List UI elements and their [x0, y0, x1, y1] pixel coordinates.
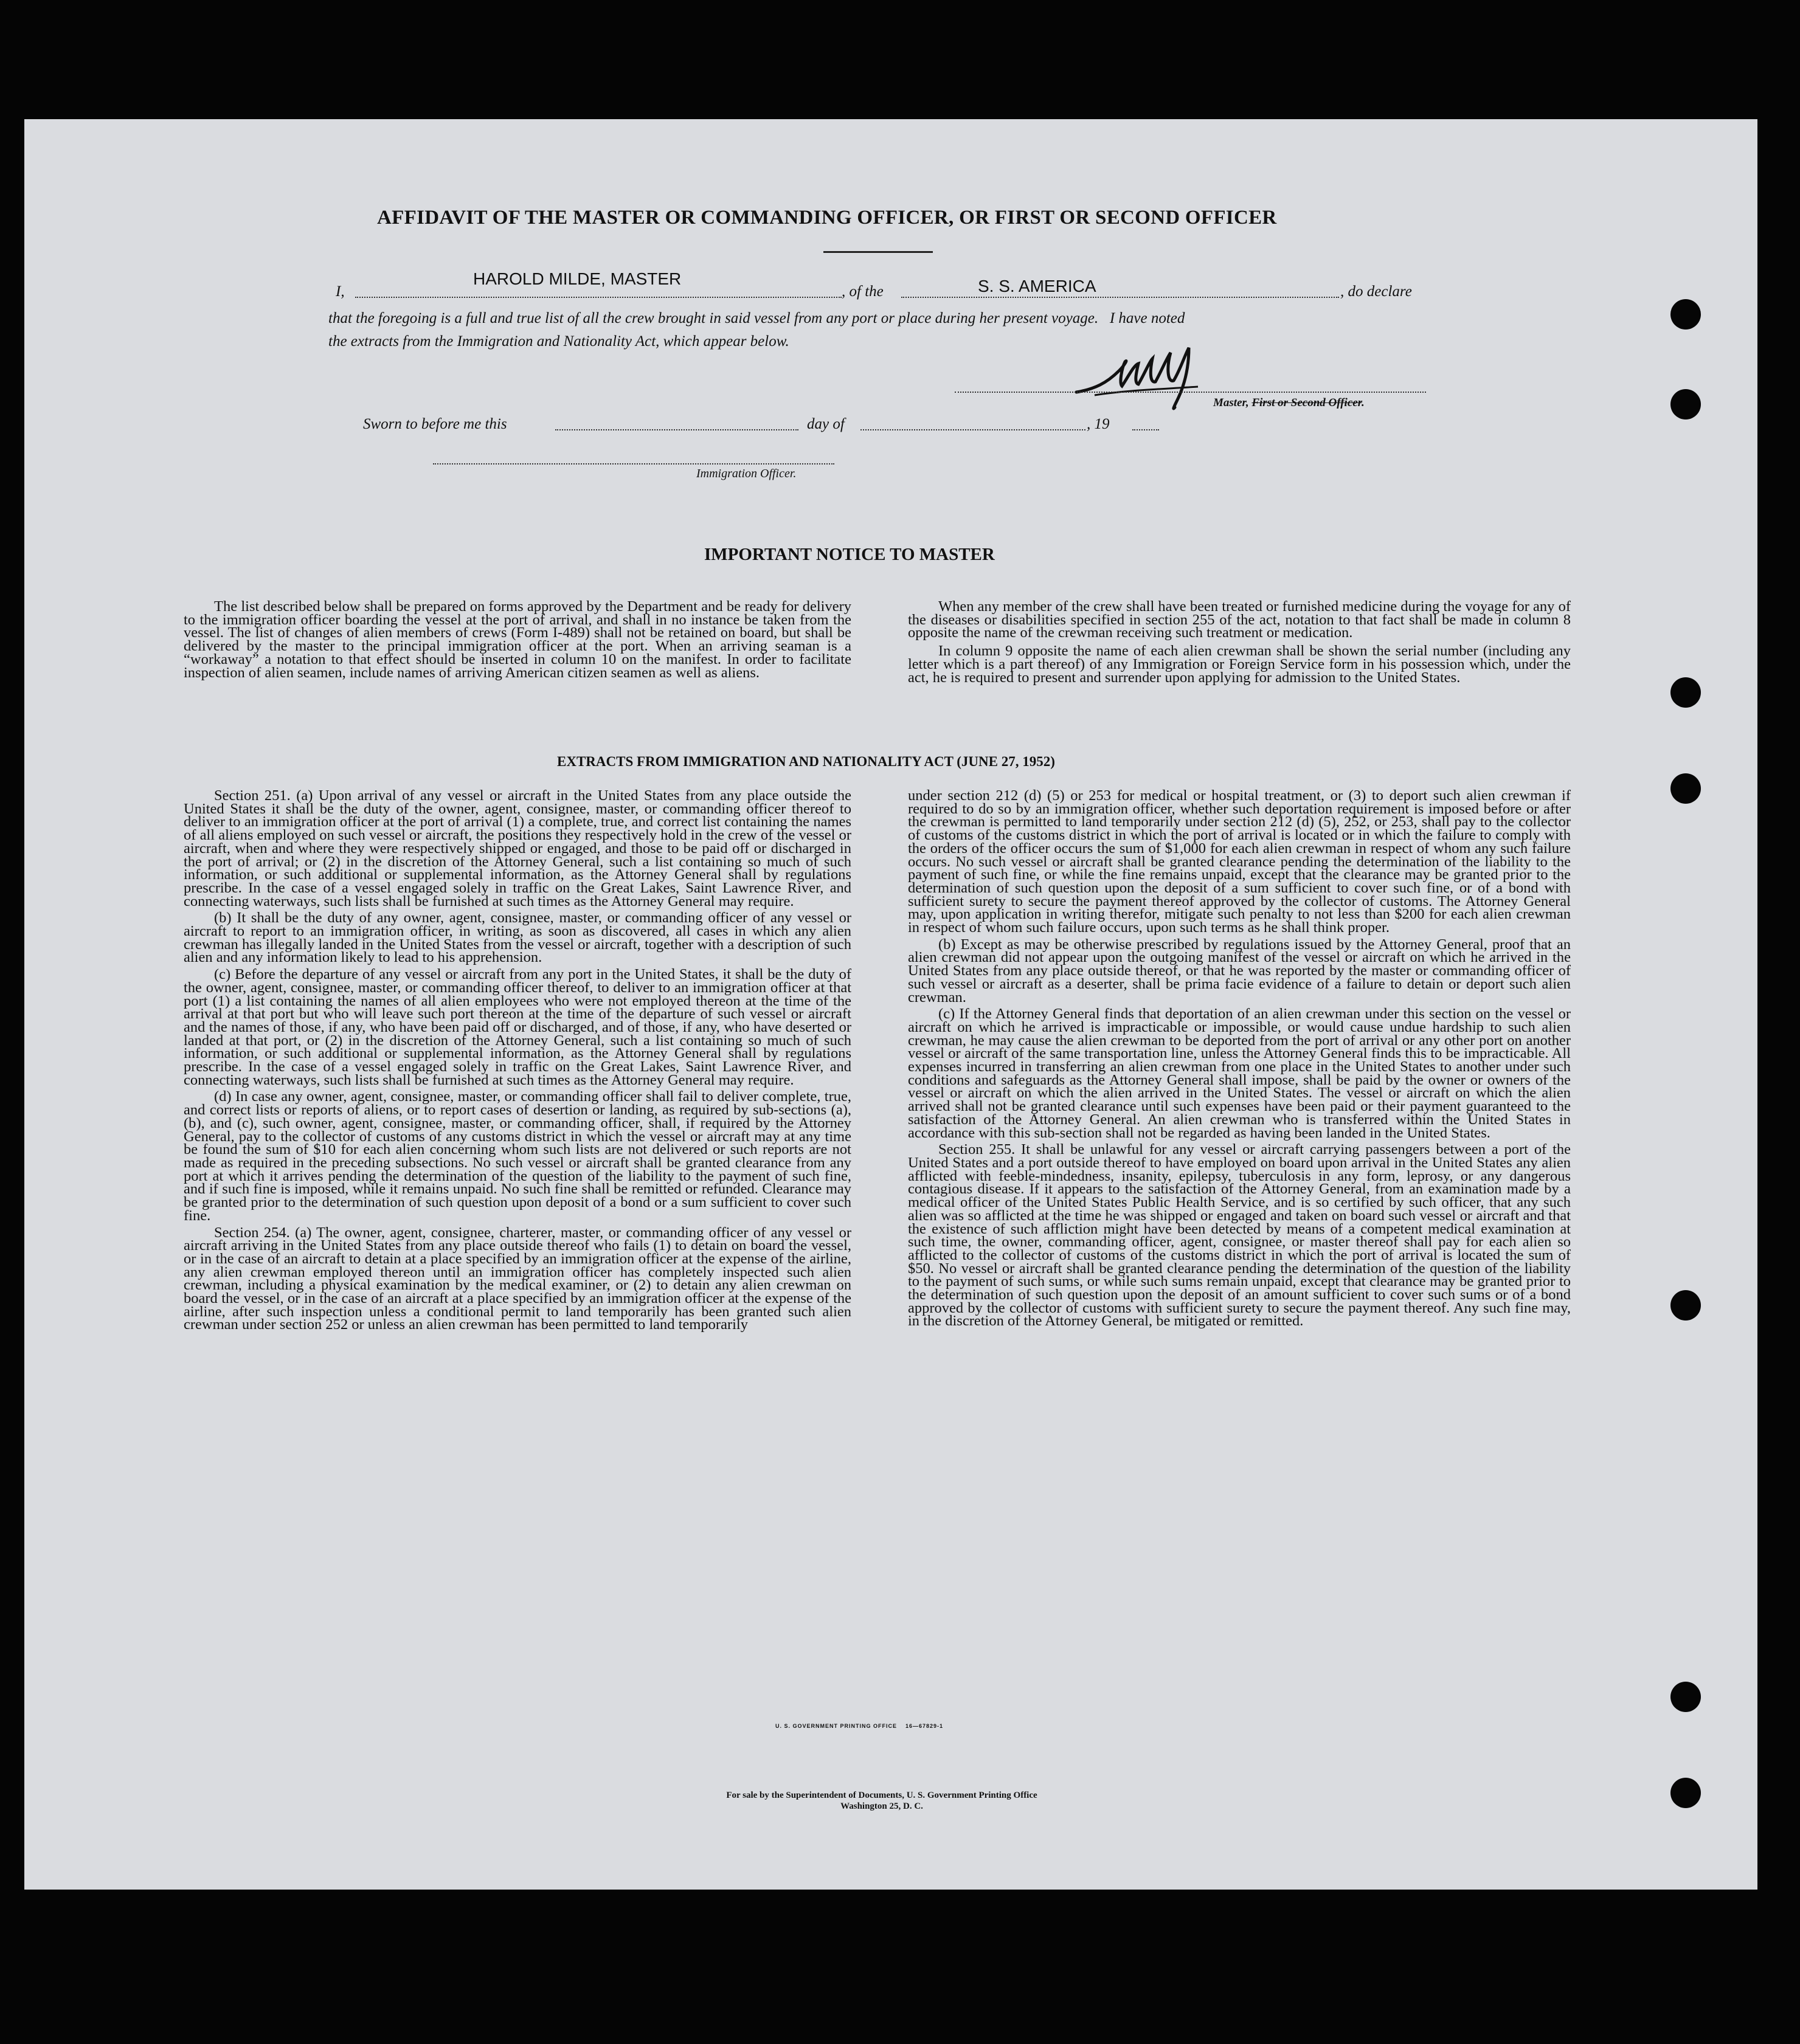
punch-hole [1670, 299, 1701, 330]
year-label: , 19 [1087, 416, 1110, 432]
i-label: I, [336, 283, 345, 300]
caption-end: . [1362, 396, 1365, 409]
title-rule [823, 251, 933, 253]
statement-line-1: that the foregoing is a full and true list of all the crew brought in said vessel from any port or place during her present voyage. I have noted [328, 310, 1185, 326]
affidavit-title: AFFIDAVIT OF THE MASTER OR COMMANDING OFFICER, OR FIRST OR SECOND OFFICER [377, 207, 1277, 229]
punch-hole [1670, 1778, 1701, 1808]
section-254-a: Section 254. (a) The owner, agent, consignee, charterer, master, or commanding officer of any vessel or aircraft arriving in the United States from any place outside thereof who fails (1) to detain on board the vessel, or in the case of an aircraft to detain at a place specified by an immigration officer at the expense of the airline, any alien crewman employed thereon until an immigration officer has completely inspected such alien crewman, including a physical examination by the medical examiner, or (2) to detain any alien crewman on board the vessel, or in the case of an aircraft at a place specified by an immigration officer at the expense of the airline, after such inspection unless a conditional permit to land temporarily has been granted such alien crewman under section 252 or unless an alien crewman has been permitted to land temporarily [184, 1224, 851, 1333]
notice-left-column [184, 600, 851, 679]
punch-hole [1670, 1682, 1701, 1712]
sale-notice [584, 1790, 1180, 1812]
extracts-title: EXTRACTS FROM IMMIGRATION AND NATIONALITY ACT (JUNE 27, 1952) [557, 754, 1055, 769]
sale-line-1: For sale by the Superintendent of Documents, U. S. Government Printing Office [726, 1790, 1037, 1800]
section-251-b: (b) It shall be the duty of any owner, agent, consignee, master, or commanding officer of any vessel or aircraft to report to an immigration officer, in writing, as soon as discovered, all cases in which any alien crewman has illegally landed in the United States from the vessel or aircraft, together with a description of such alien and any information likely to lead to his apprehension. [184, 910, 851, 966]
vessel-field-line[interactable] [901, 297, 1339, 298]
section-255: Section 255. It shall be unlawful for any vessel or aircraft carrying passengers between a port of the United States and a port outside thereof to have employed on board upon arrival in the United States any alien afflicted with feeble-mindedness, insanity, epilepsy, tuberculosis in any form, leprosy, or any dangerous contagious disease. If it appears to the satisfaction of the Attorney General, from an examination made by a medical officer of the United States Public Health Service, and is so certified by such officer, that any such alien was so afflicted at the time he was shipped or engaged and taken on board such vessel or aircraft and that the existence of such affliction might have been detected by means of a competent medical examination at such time, the owner, commanding officer, agent, consignee, or master thereof shall pay for each alien so afflicted to the collector of customs of the customs district in which the port of arrival is located the sum of $50. No vessel or aircraft shall be granted clearance pending the determination of the question of the liability to the payment of such sums, or while such sums remain unpaid, except that clearance may be granted prior to the determination of such question upon the deposit of an amount sufficient to cover such sums or of a bond approved by the collector of customs with sufficient surety to secure the payment thereof. Any such fine may, in the discretion of the Attorney General, be mitigated or remitted. [908, 1141, 1571, 1330]
caption-struck-officer: First or Second Officer [1251, 396, 1362, 409]
statement-line-2: the extracts from the Immigration and Nationality Act, which appear below. [328, 333, 789, 350]
of-the-label: , of the [842, 283, 884, 300]
notice-title: IMPORTANT NOTICE TO MASTER [704, 545, 995, 564]
immigration-officer-line[interactable] [433, 463, 834, 464]
punch-hole [1670, 1290, 1701, 1321]
extracts-right-column [908, 789, 1571, 1328]
sale-line-2: Washington 25, D. C. [840, 1801, 923, 1811]
signature-caption [1213, 396, 1365, 410]
sworn-year-line[interactable] [1132, 429, 1159, 430]
day-of-label: day of [807, 416, 845, 432]
notice-right-column [908, 600, 1571, 684]
vessel-name-value: S. S. AMERICA [978, 277, 1096, 295]
master-name-value: HAROLD MILDE, MASTER [473, 269, 682, 288]
punch-hole [1670, 677, 1701, 708]
sworn-day-line[interactable] [555, 429, 798, 430]
caption-master: Master, [1213, 396, 1249, 409]
section-254-b: (b) Except as may be otherwise prescribed by regulations issued by the Attorney General, proof that an alien crewman did not appear upon the outgoing manifest of the vessel or aircraft on which he arrived in the United States from any place outside thereof, or that he was reported by the master or commanding officer of such vessel or aircraft as a deserter, shall be prima facie evidence of a failure to detain or deport such alien crewman. [908, 936, 1571, 1006]
notice-right-paragraph-1: When any member of the crew shall have been treated or furnished medicine during the voyage for any of the diseases or disabilities specified in section 255 of the act, notation to that fact shall be made in column 8 opposite the name of the crewman receiving such treatment or medication. [908, 598, 1571, 641]
section-251-c: (c) Before the departure of any vessel or aircraft from any port in the United States, it shall be the duty of the owner, agent, consignee, master, or commanding officer thereof, to deliver to an immigration officer at that port (1) a list containing the names of all alien employees who were not employed thereon at the time of the arrival at that port but who will leave such port thereon at the time of the departure of such vessel or aircraft and the names of those, if any, who have been paid off or discharged, and of those, if any, who have deserted or landed at that port, or (2) in the discretion of the Attorney General, such a list containing so much of such information, or such additional or supplemental information, as the Attorney General shall by regulations prescribe. In the case of a vessel engaged solely in traffic on the Great Lakes, Saint Lawrence River, and connecting waterways, such lists shall be furnished at such times as the Attorney General may require. [184, 966, 851, 1088]
extracts-left-column [184, 789, 851, 1331]
do-declare-label: , do declare [1340, 283, 1412, 300]
sworn-month-line[interactable] [860, 429, 1085, 430]
notice-right-paragraph-2: In column 9 opposite the name of each alien crewman shall be shown the serial number (including any letter which is a part thereof) of any Immigration or Foreign Service form in his possession which, under the act, he is required to present and surrender upon applying for admission to the United States. [908, 643, 1571, 686]
section-251-a: Section 251. (a) Upon arrival of any vessel or aircraft in the United States from any place outside the United States it shall be the duty of the owner, agent, consignee, master, or commanding officer thereof to deliver to an immigration officer at the port of arrival (1) a complete, true, and correct list containing the names of all aliens employed on such vessel or aircraft, the positions they respectively hold in the crew of the vessel or aircraft, when and where they were respectively shipped or engaged, and those to be paid off or discharged in the port of arrival; or (2) in the discretion of the Attorney General, such a list containing so much of such information, or such additional or supplemental information, as the Attorney General shall by regulations prescribe. In the case of a vessel engaged solely in traffic on the Great Lakes, Saint Lawrence River, and connecting waterways, such lists shall be furnished at such times as the Attorney General may require. [184, 787, 851, 910]
punch-hole [1670, 389, 1701, 420]
section-254-a-continued: under section 212 (d) (5) or 253 for medical or hospital treatment, or (3) to deport such alien crewman if required to do so by an immigration officer, whether such deportation requirement is imposed before or after the crewman is permitted to land temporarily under section 212 (d) (5), 252, or 253, shall pay to the collector of customs of the customs district in which the port of arrival is located or in which the failure to comply with the orders of the officer occurs the sum of $1,000 for each alien crewman in respect of whom any such failure occurs. No such vessel or aircraft shall be granted clearance pending the determination of the liability to the payment of such fine, or while the fine remains unpaid, except that the clearance may be granted prior to the determination of such question upon the deposit of a sum sufficient to cover such fine, or of a bond with sufficient surety to secure the payment thereof approved by the collector of customs. The Attorney General may, upon application in writing therefor, mitigate such penalty to not less than $200 for each alien crewman in respect of whom such failure occurs, upon such terms as he shall think proper. [908, 787, 1571, 936]
immigration-officer-caption: Immigration Officer. [696, 467, 797, 480]
section-251-d: (d) In case any owner, agent, consignee, master, or commanding officer shall fail to deliver complete, true, and correct lists or reports of aliens, or to report cases of desertion or landing, as required by sub-sections (a), (b), and (c), such owner, agent, consignee, master, or commanding officer, shall, if required by the Attorney General, pay to the collector of customs of any customs district in which the vessel or aircraft may at any time be found the sum of $10 for each alien concerning whom such lists are not delivered or such reports are not made as required in the preceding subsections. No such vessel or aircraft shall be granted clearance from any port at which it arrives pending the determination of the question of the liability to the payment of such fine, and if such fine is imposed, while it remains unpaid. No such fine shall be remitted or refunded. Clearance may be granted prior to the determination of such question upon deposit of a bond or a sum sufficient to cover such fine. [184, 1088, 851, 1224]
name-field-line[interactable] [355, 297, 842, 298]
sworn-label: Sworn to before me this [363, 416, 507, 432]
section-254-c: (c) If the Attorney General finds that deportation of an alien crewman under this section on the vessel or aircraft on which he arrived is impracticable or impossible, or would cause undue hardship to such alien crewman, he may cause the alien crewman to be deported from the port of arrival or any other port on another vessel or aircraft of the same transportation line, unless the Attorney General finds this to be impracticable. All expenses incurred in transferring an alien crewman from one place in the United States to another under such conditions and safeguards as the Attorney General shall impose, shall be paid by the owner or owners of the vessel or aircraft on which the alien arrived in the United States. The vessel or aircraft on which the alien arrived shall not be granted clearance until such expenses have been paid or their payment guaranteed to the satisfaction of the Attorney General. An alien crewman who is transferred within the United States in accordance with this sub-section shall not be regarded as having been landed in the United States. [908, 1006, 1571, 1141]
signature-line[interactable] [955, 392, 1426, 393]
notice-left-paragraph: The list described below shall be prepared on forms approved by the Department and be ready for delivery to the immigration officer boarding the vessel at the port of arrival, and shall in no instance be taken from the vessel. The list of changes of alien members of crews (Form I-489) shall not be retained on board, but shall be delivered by the master to the principal immigration officer at the port. When an arriving seaman is a “workaway” a notation to that effect should be inserted in column 10 on the manifest. In order to facilitate inspection of alien seamen, include names of arriving American citizen seamen as well as aliens. [184, 598, 851, 681]
gpo-code: U. S. GOVERNMENT PRINTING OFFICE 16—67829-1 [775, 1723, 944, 1729]
punch-hole [1670, 773, 1701, 804]
